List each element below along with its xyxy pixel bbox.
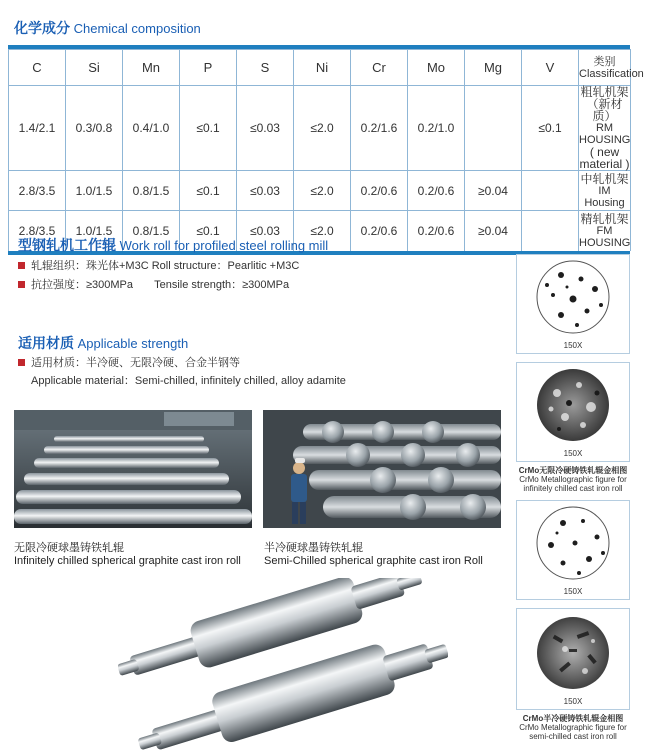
cell: ≤0.1 (180, 86, 237, 171)
applicable-text-zh: 适用材质：半冷硬、无限冷硬、合金半钢等 (31, 357, 240, 369)
cell: ≤2.0 (294, 171, 351, 211)
cell: ≤0.03 (237, 86, 294, 171)
chem-title-zh: 化学成分 (14, 21, 70, 37)
caption-1-en1: CrMo Metallographic figure for (519, 475, 627, 484)
bullet-icon (18, 359, 25, 366)
class-zh: 粗轧机架（新材质） (580, 85, 629, 123)
tensile-line (18, 276, 289, 292)
cell: 0.2/0.6 (408, 171, 465, 211)
roll-yard-image (14, 410, 252, 528)
cell: 0.2/1.0 (408, 86, 465, 171)
cell: 0.4/1.0 (123, 86, 180, 171)
caption-2-en1: CrMo Metallographic figure for (519, 723, 627, 732)
bullet-icon (18, 262, 25, 269)
class-en-note: ( new material ) (579, 145, 630, 171)
header-mg: Mg (465, 50, 522, 86)
caption-1-en2: infinitely chilled cast iron roll (523, 484, 623, 493)
infinitely-chilled-roll-photo (14, 410, 252, 528)
micrograph-4-image (517, 609, 629, 695)
header-classification (579, 50, 644, 86)
roll-structure-text: 轧辊组织：珠光体+M3C Roll structure：Pearlitic +M3C (31, 260, 300, 272)
class-cell (579, 211, 631, 251)
micrograph-box-1 (516, 254, 630, 354)
cell: 0.3/0.8 (66, 86, 123, 171)
cell: 0.2/1.6 (351, 86, 408, 171)
class-en: RM HOUSING (579, 122, 631, 146)
class-header-en: Classification (579, 67, 644, 80)
left-photo-caption (14, 542, 241, 568)
cell: ≤2.0 (294, 86, 351, 171)
applicable-line-zh (18, 354, 240, 370)
applicable-text-en: Applicable material：Semi-chilled, infinitely chilled, alloy adamite (31, 375, 346, 387)
cell: ≤0.1 (522, 86, 579, 171)
micrograph-caption-1 (512, 466, 634, 493)
chem-table (8, 45, 644, 255)
chem-section-title (14, 18, 201, 38)
tensile-zh: 抗拉强度：≥300MPa (31, 279, 134, 291)
applicable-title-en: Applicable strength (77, 336, 189, 351)
right-photo-caption (264, 542, 483, 568)
caption-1-zh: CrMo无限冷硬铸铁轧辊金相图 (518, 466, 628, 475)
cell: ≤2.0 (294, 211, 351, 251)
semi-chilled-roll-photo (263, 410, 501, 528)
caption-2-zh: CrMo半冷硬铸铁轧辊金相图 (522, 714, 624, 723)
cell: 2.8/3.5 (9, 171, 66, 211)
micrograph-1-image (517, 255, 629, 339)
work-roll-title (18, 235, 328, 255)
micrograph-1-mag: 150X (563, 341, 583, 350)
left-caption-en: Infinitely chilled spherical graphite cast iron roll (14, 555, 241, 567)
right-caption-zh: 半冷硬球墨铸铁轧辊 (264, 542, 363, 554)
applicable-title (18, 333, 188, 353)
roll-structure-line (18, 257, 299, 273)
table-row (9, 86, 631, 171)
header-mn: Mn (123, 50, 180, 86)
applicable-title-zh: 适用材质 (18, 336, 74, 352)
large-rolls-image (118, 578, 448, 750)
cell: 1.4/2.1 (9, 86, 66, 171)
large-rolls-photo (118, 578, 448, 750)
cell: 0.8/1.5 (123, 171, 180, 211)
micrograph-4-mag: 150X (563, 697, 583, 706)
work-roll-title-zh: 型钢轧机工作辊 (18, 238, 116, 254)
class-cell (579, 171, 631, 211)
header-ni: Ni (294, 50, 351, 86)
class-cell (579, 86, 631, 171)
cell: ≤0.1 (180, 211, 237, 251)
micrograph-box-4 (516, 608, 630, 710)
class-header-zh: 类别 (593, 55, 616, 68)
cell: 1.0/1.5 (66, 171, 123, 211)
cell: 1.0/1.5 (66, 211, 123, 251)
cell: ≤0.03 (237, 211, 294, 251)
class-en: IM Housing (584, 184, 625, 209)
micrograph-box-2 (516, 362, 630, 462)
header-si: Si (66, 50, 123, 86)
header-cr: Cr (351, 50, 408, 86)
bullet-icon (18, 281, 25, 288)
cell: ≤0.03 (237, 171, 294, 211)
cell: ≥0.04 (465, 171, 522, 211)
cell: 0.2/0.6 (351, 171, 408, 211)
table-row (9, 171, 631, 211)
header-v: V (522, 50, 579, 86)
cell: ≤0.1 (180, 171, 237, 211)
cell: ≥0.04 (465, 211, 522, 251)
micrograph-2-mag: 150X (563, 449, 583, 458)
cell (522, 171, 579, 211)
micrograph-caption-2 (512, 714, 634, 741)
caption-2-en2: semi-chilled cast iron roll (529, 732, 617, 741)
micrograph-box-3 (516, 500, 630, 600)
cell (522, 211, 579, 251)
cell: 2.8/3.5 (9, 211, 66, 251)
cell (465, 86, 522, 171)
micrograph-3-mag: 150X (563, 587, 583, 596)
roll-stack-image (263, 410, 501, 528)
cell: 0.2/0.6 (408, 211, 465, 251)
right-caption-en: Semi-Chilled spherical graphite cast iron Roll (264, 555, 483, 567)
cell: 0.2/0.6 (351, 211, 408, 251)
micrograph-2-image (517, 363, 629, 447)
header-row (9, 50, 631, 86)
work-roll-title-en: Work roll for profiled steel rolling mill (119, 238, 329, 253)
tensile-en: Tensile strength：≥300MPa (154, 279, 290, 291)
header-mo: Mo (408, 50, 465, 86)
header-p: P (180, 50, 237, 86)
class-en: FM HOUSING (579, 224, 631, 249)
class-zh: 精轧机架 (580, 211, 629, 226)
class-zh: 中轧机架 (580, 171, 629, 186)
header-c: C (9, 50, 66, 86)
chem-title-en: Chemical composition (73, 21, 201, 36)
micrograph-3-image (517, 501, 629, 585)
header-s: S (237, 50, 294, 86)
cell: 0.8/1.5 (123, 211, 180, 251)
left-caption-zh: 无限冷硬球墨铸铁轧辊 (14, 542, 124, 554)
